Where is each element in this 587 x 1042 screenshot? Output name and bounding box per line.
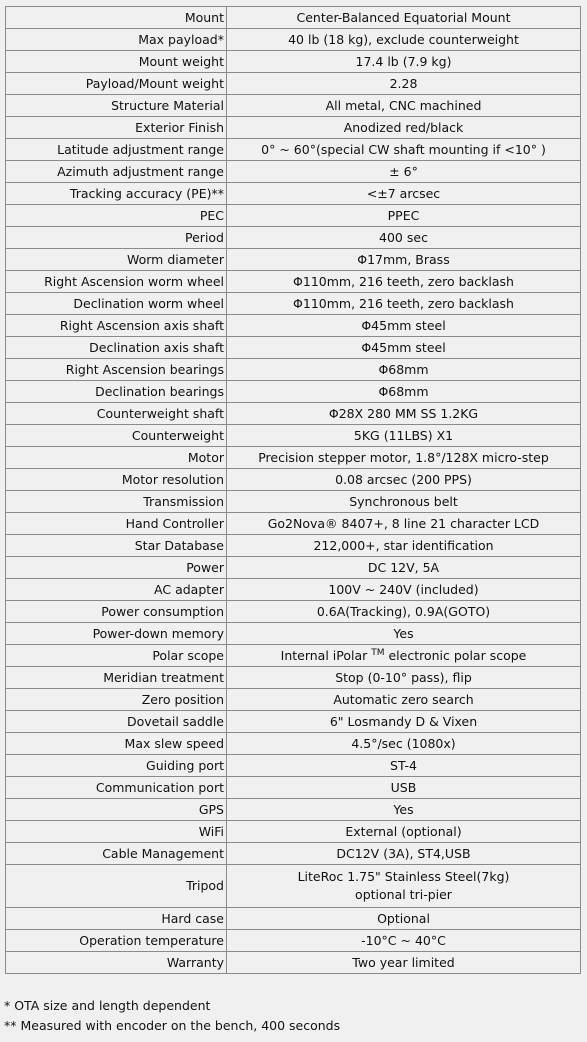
spec-label: Max slew speed: [6, 733, 227, 755]
spec-row: [6, 733, 581, 755]
spec-row: [6, 843, 581, 865]
spec-row: [6, 359, 581, 381]
spec-row: [6, 667, 581, 689]
spec-row: [6, 315, 581, 337]
spec-label: Structure Material: [6, 95, 227, 117]
spec-value: Go2Nova® 8407+, 8 line 21 character LCD: [227, 513, 581, 535]
spec-label: Cable Management: [6, 843, 227, 865]
spec-value: All metal, CNC machined: [227, 95, 581, 117]
spec-value: Φ45mm steel: [227, 315, 581, 337]
spec-label: Power-down memory: [6, 623, 227, 645]
spec-value: 0° ~ 60°(special CW shaft mounting if <10° ): [227, 139, 581, 161]
spec-value-line2: optional tri-pier: [355, 887, 452, 902]
spec-label: GPS: [6, 799, 227, 821]
spec-label: Max payload*: [6, 29, 227, 51]
spec-value: 2.28: [227, 73, 581, 95]
spec-row: [6, 381, 581, 403]
spec-row: [6, 205, 581, 227]
spec-row: [6, 161, 581, 183]
spec-label: Communication port: [6, 777, 227, 799]
spec-row: [6, 865, 581, 908]
spec-value: ± 6°: [227, 161, 581, 183]
spec-row: [6, 95, 581, 117]
spec-value: 400 sec: [227, 227, 581, 249]
spec-label: Azimuth adjustment range: [6, 161, 227, 183]
spec-row: [6, 557, 581, 579]
spec-value: DC12V (3A), ST4,USB: [227, 843, 581, 865]
spec-value: Stop (0-10° pass), flip: [227, 667, 581, 689]
spec-row: [6, 293, 581, 315]
spec-value: 100V ~ 240V (included): [227, 579, 581, 601]
spec-value: Automatic zero search: [227, 689, 581, 711]
spec-value: 40 lb (18 kg), exclude counterweight: [227, 29, 581, 51]
spec-table: [5, 6, 581, 974]
spec-row: [6, 447, 581, 469]
spec-value: -10°C ~ 40°C: [227, 930, 581, 952]
spec-label: Operation temperature: [6, 930, 227, 952]
spec-row: [6, 799, 581, 821]
spec-label: Power consumption: [6, 601, 227, 623]
spec-label: PEC: [6, 205, 227, 227]
spec-row: [6, 491, 581, 513]
spec-row: [6, 227, 581, 249]
spec-value: Φ110mm, 216 teeth, zero backlash: [227, 271, 581, 293]
spec-row: [6, 403, 581, 425]
spec-value-line1: LiteRoc 1.75" Stainless Steel(7kg): [297, 869, 510, 884]
spec-label: Tripod: [6, 865, 227, 908]
spec-value: Φ28X 280 MM SS 1.2KG: [227, 403, 581, 425]
spec-row: [6, 601, 581, 623]
spec-value: Φ68mm: [227, 359, 581, 381]
spec-row: [6, 73, 581, 95]
footnote-tracking: ** Measured with encoder on the bench, 400 seconds: [4, 1018, 341, 1033]
spec-label: Hand Controller: [6, 513, 227, 535]
spec-label: Mount weight: [6, 51, 227, 73]
spec-label: Latitude adjustment range: [6, 139, 227, 161]
spec-row: [6, 623, 581, 645]
spec-row: [6, 513, 581, 535]
spec-value: 212,000+, star identification: [227, 535, 581, 557]
spec-value: Center-Balanced Equatorial Mount: [227, 7, 581, 29]
spec-value: [227, 865, 581, 908]
spec-label: Declination bearings: [6, 381, 227, 403]
spec-label: Exterior Finish: [6, 117, 227, 139]
spec-label: Star Database: [6, 535, 227, 557]
spec-value-text: electronic polar scope: [384, 647, 527, 663]
spec-label: Motor: [6, 447, 227, 469]
spec-value: Precision stepper motor, 1.8°/128X micro-step: [227, 447, 581, 469]
spec-row: [6, 183, 581, 205]
spec-value: 6" Losmandy D & Vixen: [227, 711, 581, 733]
spec-value: Anodized red/black: [227, 117, 581, 139]
spec-label: Declination worm wheel: [6, 293, 227, 315]
spec-value: [227, 645, 581, 667]
spec-row: [6, 139, 581, 161]
spec-label: Meridian treatment: [6, 667, 227, 689]
spec-value-text: Internal iPolar: [280, 647, 372, 663]
spec-row: [6, 7, 581, 29]
spec-label: Payload/Mount weight: [6, 73, 227, 95]
spec-value: 0.6A(Tracking), 0.9A(GOTO): [227, 601, 581, 623]
footnote-payload: * OTA size and length dependent: [4, 998, 211, 1013]
footnotes: [4, 996, 340, 1036]
spec-row: [6, 777, 581, 799]
spec-label: Transmission: [6, 491, 227, 513]
trademark-superscript: TM: [371, 647, 385, 658]
spec-label: Period: [6, 227, 227, 249]
spec-row: [6, 930, 581, 952]
spec-value: Φ45mm steel: [227, 337, 581, 359]
spec-label: Mount: [6, 7, 227, 29]
spec-row: [6, 425, 581, 447]
spec-row: [6, 271, 581, 293]
spec-value: Yes: [227, 799, 581, 821]
spec-label: Counterweight shaft: [6, 403, 227, 425]
spec-label: Right Ascension bearings: [6, 359, 227, 381]
spec-label: Right Ascension axis shaft: [6, 315, 227, 337]
spec-row: [6, 689, 581, 711]
spec-row: [6, 579, 581, 601]
spec-value: 0.08 arcsec (200 PPS): [227, 469, 581, 491]
spec-row: [6, 117, 581, 139]
spec-value: Two year limited: [227, 952, 581, 974]
spec-value: 5KG (11LBS) X1: [227, 425, 581, 447]
spec-label: Power: [6, 557, 227, 579]
spec-value: <±7 arcsec: [227, 183, 581, 205]
spec-label: Counterweight: [6, 425, 227, 447]
spec-row: [6, 645, 581, 667]
spec-row: [6, 469, 581, 491]
spec-value: PPEC: [227, 205, 581, 227]
spec-value: External (optional): [227, 821, 581, 843]
spec-table-body: [6, 7, 581, 974]
spec-value: 4.5°/sec (1080x): [227, 733, 581, 755]
spec-value: Φ110mm, 216 teeth, zero backlash: [227, 293, 581, 315]
spec-label: Guiding port: [6, 755, 227, 777]
spec-value: Synchronous belt: [227, 491, 581, 513]
spec-label: Dovetail saddle: [6, 711, 227, 733]
spec-row: [6, 535, 581, 557]
spec-label: AC adapter: [6, 579, 227, 601]
spec-value: ST-4: [227, 755, 581, 777]
spec-value: Optional: [227, 908, 581, 930]
spec-value: Yes: [227, 623, 581, 645]
spec-value: DC 12V, 5A: [227, 557, 581, 579]
spec-row: [6, 29, 581, 51]
spec-row: [6, 755, 581, 777]
spec-label: WiFi: [6, 821, 227, 843]
spec-row: [6, 908, 581, 930]
spec-value: 17.4 lb (7.9 kg): [227, 51, 581, 73]
spec-row: [6, 249, 581, 271]
spec-label: Declination axis shaft: [6, 337, 227, 359]
spec-label: Motor resolution: [6, 469, 227, 491]
spec-label: Hard case: [6, 908, 227, 930]
spec-row: [6, 821, 581, 843]
spec-label: Polar scope: [6, 645, 227, 667]
spec-value: USB: [227, 777, 581, 799]
spec-label: Right Ascension worm wheel: [6, 271, 227, 293]
spec-label: Warranty: [6, 952, 227, 974]
spec-row: [6, 337, 581, 359]
spec-row: [6, 711, 581, 733]
spec-row: [6, 952, 581, 974]
spec-value: Φ68mm: [227, 381, 581, 403]
spec-label: Tracking accuracy (PE)**: [6, 183, 227, 205]
spec-label: Zero position: [6, 689, 227, 711]
spec-value: Φ17mm, Brass: [227, 249, 581, 271]
spec-row: [6, 51, 581, 73]
spec-label: Worm diameter: [6, 249, 227, 271]
